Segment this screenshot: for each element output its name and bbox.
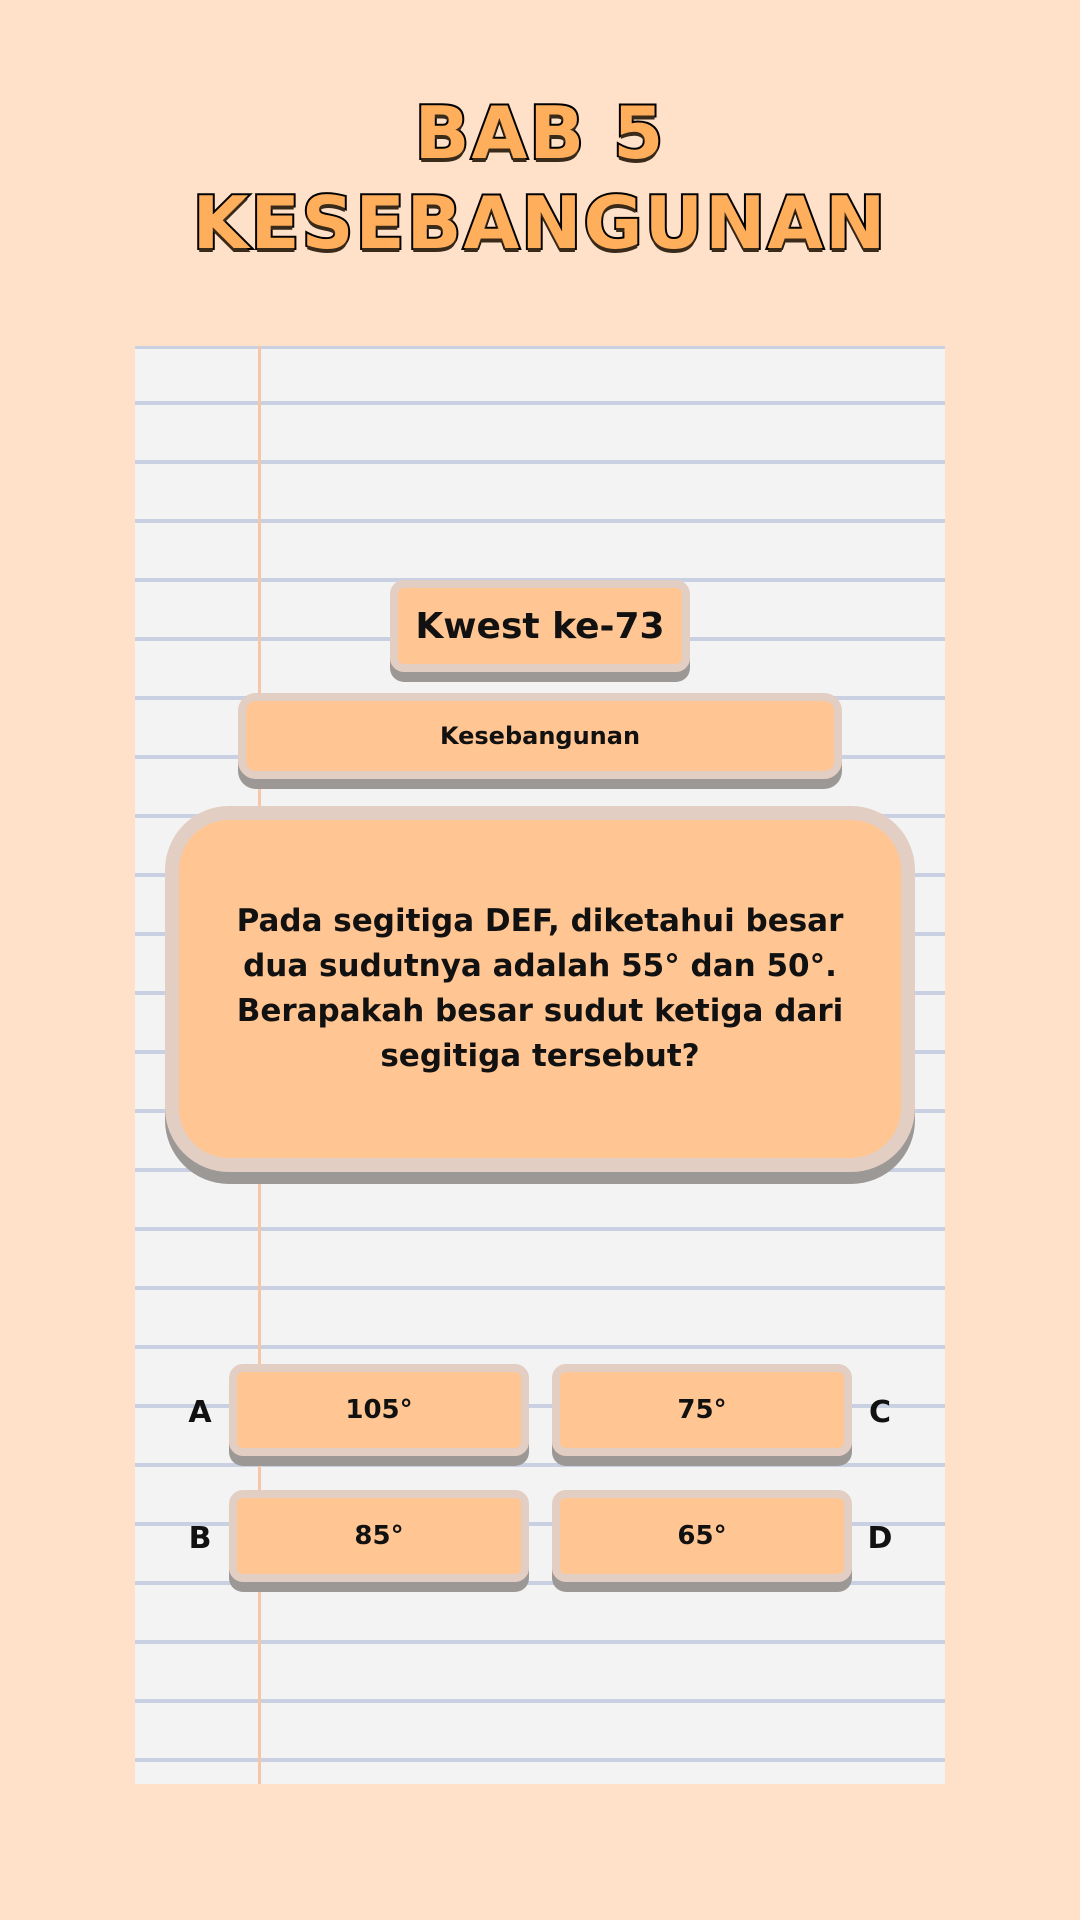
- question-text: Pada segitiga DEF, diketahui besar dua sudutnya adalah 55° dan 50°. Berapakah besar sudut ketiga dari segitiga tersebut?: [236, 903, 844, 1074]
- title-line-chapter: BAB 5: [414, 91, 666, 175]
- paper-top-rule: [135, 346, 945, 349]
- answer-button-b[interactable]: [229, 1490, 529, 1582]
- title-line-topic: KESEBANGUNAN: [192, 181, 888, 265]
- answer-value-b: 85°: [354, 1521, 404, 1551]
- answer-letter-d: D: [867, 1521, 893, 1556]
- topic-label: Kesebangunan: [238, 693, 842, 779]
- answer-value-d: 65°: [677, 1521, 727, 1551]
- quest-number-badge: Kwest ke-73: [390, 580, 690, 672]
- answer-value-a: 105°: [345, 1395, 413, 1425]
- answer-letter-a: A: [188, 1395, 212, 1430]
- page-title: [0, 88, 1080, 268]
- answer-button-c[interactable]: [552, 1364, 852, 1456]
- answer-button-a[interactable]: [229, 1364, 529, 1456]
- answer-value-c: 75°: [677, 1395, 727, 1425]
- answer-letter-c: C: [868, 1395, 892, 1430]
- answer-button-d[interactable]: [552, 1490, 852, 1582]
- question-card: [165, 806, 915, 1172]
- answer-letter-b: B: [188, 1521, 212, 1556]
